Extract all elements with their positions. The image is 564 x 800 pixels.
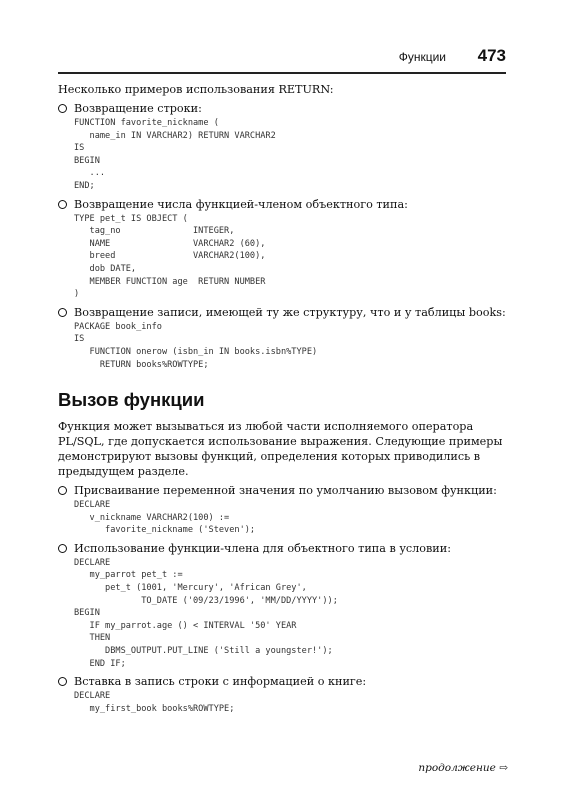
bullet-item bbox=[58, 483, 510, 498]
bullet-item bbox=[58, 674, 510, 689]
page-header bbox=[58, 46, 506, 70]
section-heading: Вызов функции bbox=[58, 389, 205, 411]
intro-text: Несколько примеров использования RETURN: bbox=[58, 83, 334, 96]
bullet-label: Вставка в запись строки с информацией о книге: bbox=[74, 675, 367, 689]
page-number: 473 bbox=[477, 46, 506, 65]
bullet-label: Присваивание переменной значения по умолчанию вызовом функции: bbox=[74, 484, 497, 498]
bullet-label: Возвращение записи, имеющей ту же структуру, что и у таблицы books: bbox=[74, 305, 506, 319]
bullet-label: Возвращение строки: bbox=[74, 102, 202, 115]
code-listing: TYPE pet_t IS OBJECT ( tag_no INTEGER, NAME VARCHAR2 (60), breed VARCHAR2(100), dob DATE, MEMBER FUNCTION age RETURN NUMBER ) bbox=[74, 213, 266, 300]
bullet-item bbox=[58, 305, 510, 320]
bullet-item bbox=[58, 541, 510, 556]
bullet-circle-icon bbox=[58, 486, 67, 495]
code-listing: DECLARE v_nickname VARCHAR2(100) := favorite_nickname ('Steven'); bbox=[74, 500, 256, 536]
code-listing: DECLARE my_first_book books%ROWTYPE; bbox=[74, 691, 235, 714]
bullet-circle-icon bbox=[58, 104, 67, 113]
bullet-label: Использование функции-члена для объектного типа в условии: bbox=[74, 541, 451, 555]
header-rule bbox=[58, 72, 506, 74]
bullet-circle-icon bbox=[58, 200, 67, 209]
continued-note: продолжение ⇨ bbox=[418, 762, 508, 774]
running-title: Функции bbox=[398, 50, 446, 64]
page-body bbox=[58, 78, 510, 718]
bullet-label: Возвращение числа функцией-членом объектного типа: bbox=[74, 197, 408, 211]
code-listing: DECLARE my_parrot pet_t := pet_t (1001, 'Mercury', 'African Grey', TO_DATE ('09/23/1996', 'MM/DD/YYYY')); BEGIN IF my_parrot.age () < INTERVAL '50' YEAR THEN DBMS_OUTPUT.PUT_LINE ('Still a youngster!'); END IF; bbox=[74, 557, 338, 669]
bullet-circle-icon bbox=[58, 544, 67, 553]
code-listing: PACKAGE book_info IS FUNCTION onerow (isbn_in IN books.isbn%TYPE) RETURN books%ROWTYPE; bbox=[74, 321, 318, 370]
bullet-item bbox=[58, 101, 510, 116]
bullet-circle-icon bbox=[58, 308, 67, 317]
bullet-circle-icon bbox=[58, 677, 67, 686]
section-paragraph: Функция может вызываться из любой части исполняемого оператора PL/SQL, где допускается использование выражения. Следующие примеры демонстрируют вызовы функций, определения которых приводились в предыдущем разделе. bbox=[58, 420, 503, 479]
code-listing: FUNCTION favorite_nickname ( name_in IN VARCHAR2) RETURN VARCHAR2 IS BEGIN ... END; bbox=[74, 118, 276, 191]
bullet-item bbox=[58, 197, 510, 212]
